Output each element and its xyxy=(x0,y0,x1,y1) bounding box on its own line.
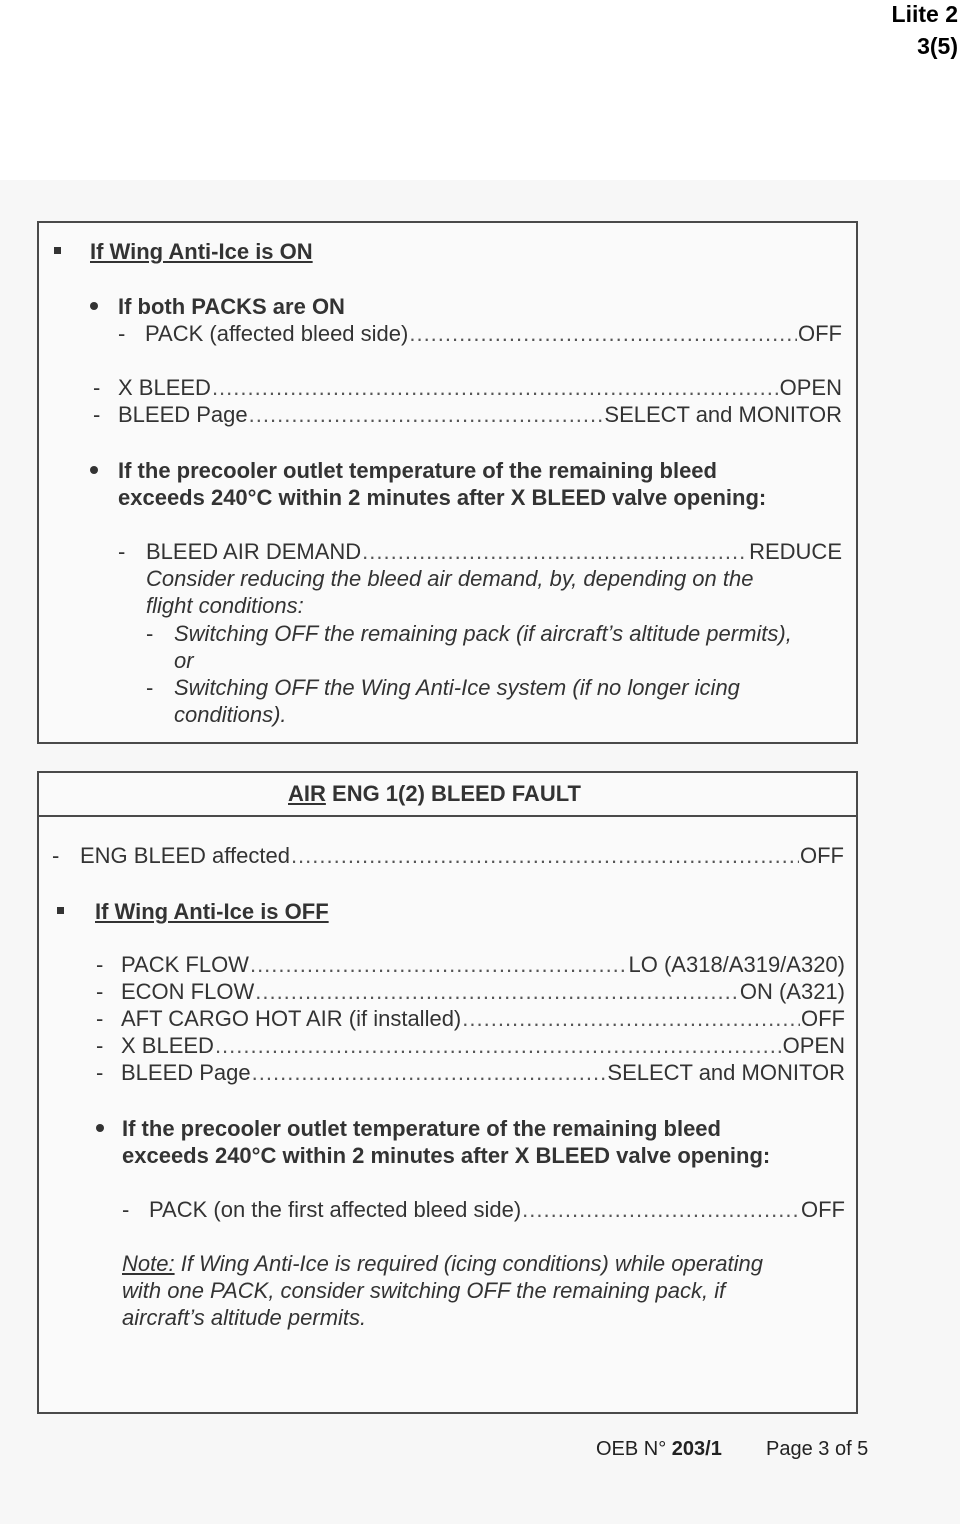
note-label: Note: xyxy=(122,1251,175,1276)
dash-marker: - xyxy=(96,1006,104,1031)
item-label: BLEED Page xyxy=(121,1060,251,1085)
item-value: OFF xyxy=(798,321,842,346)
page-number: Page 3 of 5 xyxy=(766,1438,869,1460)
item-value: LO (A318/A319/A320) xyxy=(628,952,845,977)
dash-marker: - xyxy=(52,843,60,868)
alert-title-prefix: AIR xyxy=(288,781,326,806)
dash-marker: - xyxy=(122,1197,130,1222)
condition-heading: If the precooler outlet temperature of the remaining bleed xyxy=(122,1116,721,1141)
option-text: conditions). xyxy=(174,702,287,727)
guidance-text: Consider reducing the bleed air demand, by, depending on the xyxy=(146,566,754,591)
square-bullet-icon xyxy=(57,907,64,914)
checklist-item xyxy=(118,401,842,428)
oeb-number: 203/1 xyxy=(671,1438,722,1460)
checklist-item xyxy=(149,1196,845,1223)
item-value: OFF xyxy=(800,843,844,868)
item-value: SELECT and MONITOR xyxy=(607,1060,845,1085)
item-value: OPEN xyxy=(782,1033,845,1058)
item-label: BLEED Page xyxy=(118,402,248,427)
alert-title xyxy=(288,780,581,807)
note-line: If Wing Anti-Ice is required (icing conditions) while operating xyxy=(180,1251,763,1276)
item-value: ON (A321) xyxy=(739,979,845,1004)
dash-marker: - xyxy=(96,1060,104,1085)
checklist-item xyxy=(145,320,842,347)
round-bullet-icon xyxy=(90,302,98,310)
condition-heading: exceeds 240°C within 2 minutes after X BLEED valve opening: xyxy=(118,485,767,510)
item-value: OFF xyxy=(801,1197,845,1222)
option-text: or xyxy=(174,648,194,673)
item-label: PACK (on the first affected bleed side) xyxy=(149,1197,522,1222)
dash-marker: - xyxy=(96,1033,104,1058)
checklist-item xyxy=(80,842,844,869)
note-text xyxy=(122,1250,763,1277)
item-label: BLEED AIR DEMAND xyxy=(146,539,362,564)
option-text: Switching OFF the remaining pack (if aircraft’s altitude permits), xyxy=(174,621,792,646)
dash-marker: - xyxy=(96,952,104,977)
item-label: ENG BLEED affected xyxy=(80,843,290,868)
page-reference: 3(5) xyxy=(917,33,958,59)
item-value: REDUCE xyxy=(749,539,842,564)
note-line: aircraft’s altitude permits. xyxy=(122,1305,367,1330)
condition-heading: If both PACKS are ON xyxy=(118,294,345,319)
square-bullet-icon xyxy=(54,247,61,254)
checklist-item xyxy=(121,978,845,1005)
item-value: OPEN xyxy=(779,375,842,400)
dash-marker: - xyxy=(93,375,101,400)
item-value: SELECT and MONITOR xyxy=(604,402,842,427)
title-divider xyxy=(39,815,856,817)
item-label: ECON FLOW xyxy=(121,979,255,1004)
checklist-item xyxy=(121,951,845,978)
note-line: with one PACK, consider switching OFF the remaining pack, if xyxy=(122,1278,726,1303)
alert-title-text: ENG 1(2) BLEED FAULT xyxy=(332,781,581,806)
item-label: X BLEED xyxy=(118,375,211,400)
condition-heading: If the precooler outlet temperature of the remaining bleed xyxy=(118,458,717,483)
checklist-item xyxy=(118,374,842,401)
dash-marker: - xyxy=(118,321,126,346)
section-heading: If Wing Anti-Ice is OFF xyxy=(95,899,329,924)
round-bullet-icon xyxy=(96,1124,104,1132)
item-value: OFF xyxy=(801,1006,845,1031)
guidance-text: flight conditions: xyxy=(146,593,304,618)
annex-label: Liite 2 xyxy=(891,1,958,27)
dash-marker: - xyxy=(146,621,154,646)
dash-marker: - xyxy=(118,539,126,564)
item-label: PACK FLOW xyxy=(121,952,249,977)
oeb-prefix: OEB N° xyxy=(596,1438,667,1460)
checklist-item xyxy=(121,1005,845,1032)
section-heading: If Wing Anti-Ice is ON xyxy=(90,239,313,264)
condition-heading: exceeds 240°C within 2 minutes after X BLEED valve opening: xyxy=(122,1143,771,1168)
checklist-item xyxy=(121,1032,845,1059)
option-text: Switching OFF the Wing Anti-Ice system (if no longer icing xyxy=(174,675,740,700)
item-label: PACK (affected bleed side) xyxy=(145,321,409,346)
item-label: X BLEED xyxy=(121,1033,214,1058)
checklist-item xyxy=(121,1059,845,1086)
oeb-reference xyxy=(596,1438,722,1461)
item-label: AFT CARGO HOT AIR (if installed) xyxy=(121,1006,462,1031)
checklist-item xyxy=(146,538,842,565)
dash-marker: - xyxy=(146,675,154,700)
round-bullet-icon xyxy=(90,466,98,474)
dash-marker: - xyxy=(93,402,101,427)
dash-marker: - xyxy=(96,979,104,1004)
